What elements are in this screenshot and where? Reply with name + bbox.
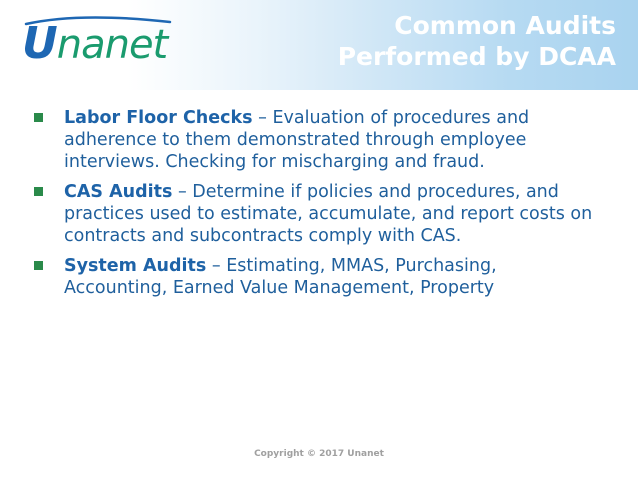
title-line-1: Common Audits xyxy=(394,11,616,40)
logo-wordmark xyxy=(22,14,167,75)
bullet-text: – Evaluation of procedures and adherence to them demonstrated through employee interviews. Checking for mischarging and fraud. xyxy=(64,108,530,172)
bullet-text: – Determine if policies and procedures, and practices used to estimate, accumulate, and report costs on contracts and subcontracts comply with CAS. xyxy=(64,182,593,246)
square-bullet-icon xyxy=(34,187,43,196)
bullet-item-cas-audits xyxy=(34,181,604,247)
bullet-text: – Estimating, MMAS, Purchasing, Accounting, Earned Value Management, Property xyxy=(64,256,497,298)
unanet-logo xyxy=(20,14,190,74)
square-bullet-icon xyxy=(34,113,43,122)
bullet-item-labor-floor-checks xyxy=(34,107,604,173)
logo-letter-u: U xyxy=(22,18,57,69)
slide-title xyxy=(338,10,616,72)
bullet-list xyxy=(34,107,604,307)
copyright-footer: Copyright © 2017 Unanet xyxy=(254,449,384,459)
bullet-term: System Audits xyxy=(64,256,207,276)
logo-letters-rest: nanet xyxy=(56,22,168,68)
header-banner xyxy=(0,0,638,90)
bullet-term: Labor Floor Checks xyxy=(64,108,253,128)
bullet-term: CAS Audits xyxy=(64,182,173,202)
square-bullet-icon xyxy=(34,261,43,270)
title-line-2: Performed by DCAA xyxy=(337,42,616,71)
bullet-item-system-audits xyxy=(34,255,604,299)
